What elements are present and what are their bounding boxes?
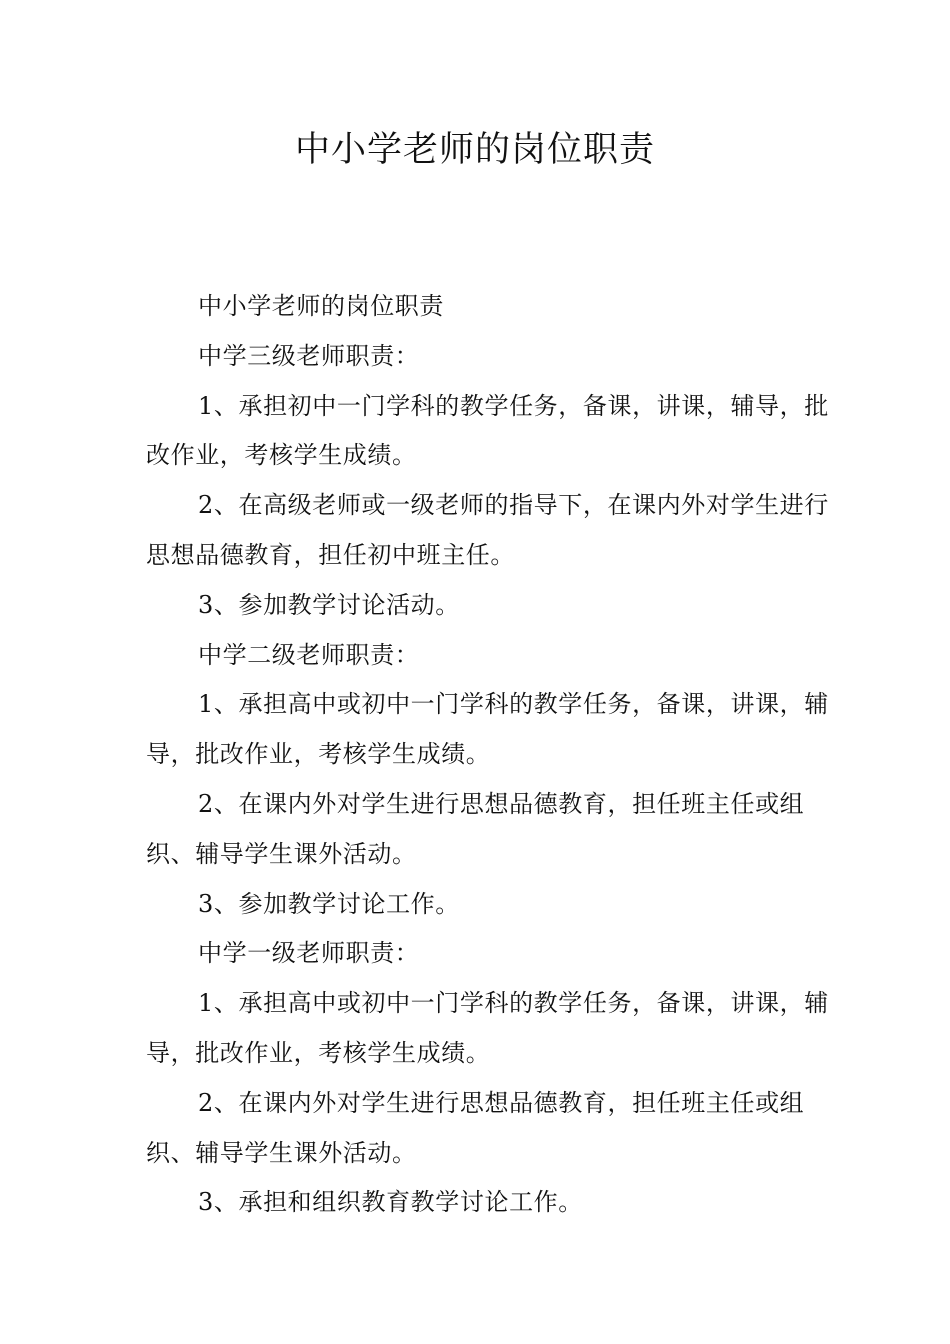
paragraph-heading: 中小学老师的岗位职责 xyxy=(198,292,444,320)
grade2-duty-2: 2、在课内外对学生进行思想品德教育，担任班主任或组织、辅导学生课外活动。 xyxy=(146,789,805,868)
grade1-duty-2: 2、在课内外对学生进行思想品德教育，担任班主任或组织、辅导学生课外活动。 xyxy=(146,1088,805,1167)
document-title: 中小学老师的岗位职责 xyxy=(294,130,655,170)
grade1-duty-1: 1、承担高中或初中一门学科的教学任务，备课，讲课，辅导，批改作业，考核学生成绩。 xyxy=(146,989,829,1067)
grade3-duty-1: 1、承担初中一门学科的教学任务，备课，讲课，辅导，批改作业，考核学生成绩。 xyxy=(146,391,829,470)
grade2-duty-3: 3、参加教学讨论工作。 xyxy=(198,889,460,918)
section-heading-grade3: 中学三级老师职责： xyxy=(198,341,420,370)
grade3-duty-2: 2、在高级老师或一级老师的指导下，在课内外对学生进行思想品德教育，担任初中班主任。 xyxy=(146,491,829,569)
document-body xyxy=(146,282,836,1228)
grade1-duty-3: 3、承担和组织教育教学讨论工作。 xyxy=(198,1188,583,1217)
grade3-duty-3: 3、参加教学讨论活动。 xyxy=(198,590,460,619)
section-heading-grade1: 中学一级老师职责： xyxy=(198,939,420,968)
section-heading-grade2: 中学二级老师职责： xyxy=(198,640,420,669)
grade2-duty-1: 1、承担高中或初中一门学科的教学任务，备课，讲课，辅导，批改作业，考核学生成绩。 xyxy=(146,690,829,769)
